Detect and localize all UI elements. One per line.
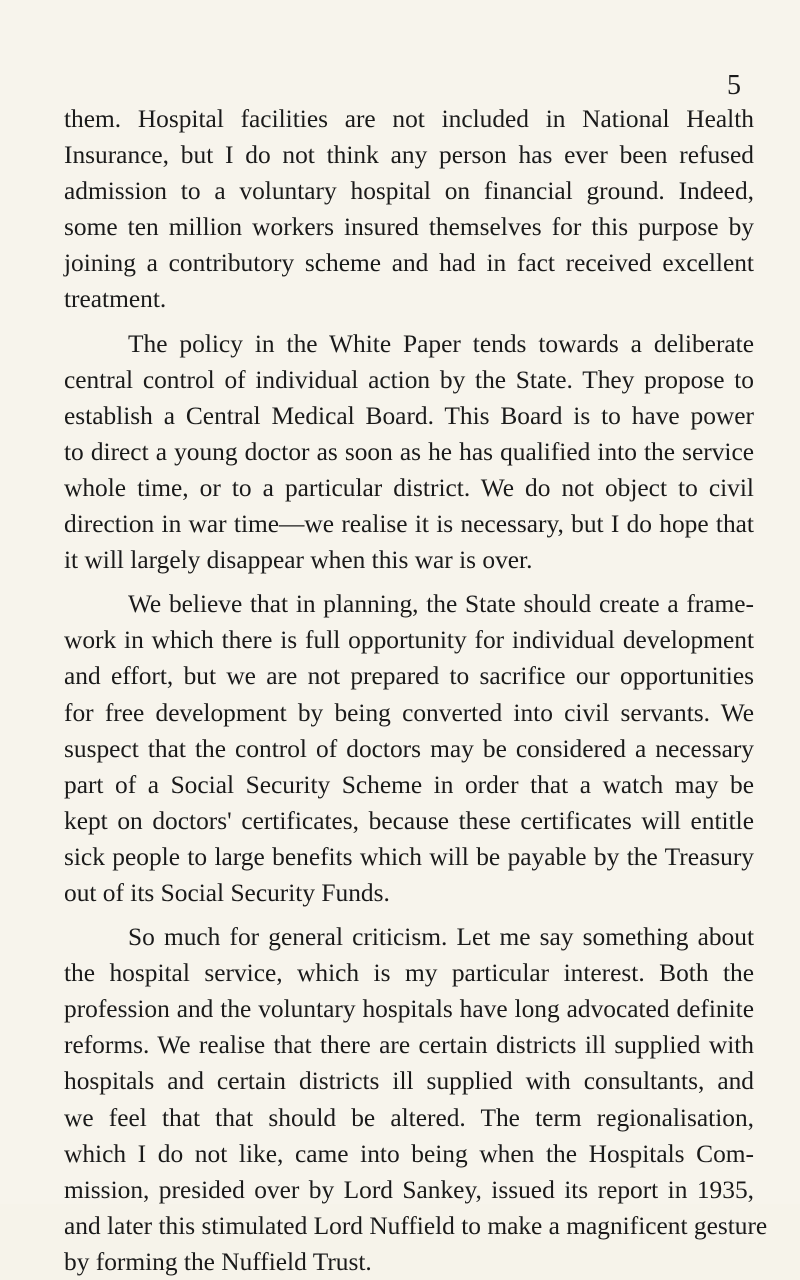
text-line: kept on doctors' certificates, because these certificates will entitle	[64, 806, 754, 835]
text-line: establish a Central Medical Board. This Board is to have power	[64, 401, 754, 430]
text-line: direction in war time—we realise it is necessary, but I do hope that	[64, 510, 754, 539]
text-line: admission to a voluntary hospital on financial ground. Indeed,	[64, 177, 754, 206]
paragraph	[64, 101, 754, 318]
text-line: hospitals and certain districts ill supplied with consultants, and	[64, 1067, 754, 1096]
text-line: Insurance, but I do not think any person has ever been refused	[64, 141, 754, 170]
text-line: which I do not like, came into being when the Hospitals Com-	[64, 1139, 754, 1168]
page-number: 5	[727, 70, 741, 101]
text-line: them. Hospital facilities are not included in National Health	[64, 105, 754, 133]
text-line: sick people to large benefits which will be payable by the Treasury	[64, 842, 754, 871]
text-line: suspect that the control of doctors may be considered a necessary	[64, 734, 754, 763]
paragraph-gap	[64, 911, 754, 919]
text-line: we feel that that should be altered. The term regionalisation,	[64, 1103, 754, 1132]
text-line: The policy in the White Paper tends towards a deliberate	[128, 329, 754, 358]
paragraph	[64, 586, 754, 911]
text-line: the hospital service, which is my particular interest. Both the	[64, 959, 754, 988]
text-line: for free development by being converted into civil servants. We	[64, 698, 754, 727]
paragraph	[64, 919, 768, 1280]
text-line: part of a Social Security Scheme in order that a watch may be	[64, 770, 754, 799]
text-line: some ten million workers insured themselves for this purpose by	[64, 213, 754, 242]
text-line: work in which there is full opportunity for individual development	[64, 626, 754, 655]
paragraph	[64, 326, 754, 579]
text-line: whole time, or to a particular district. We do not object to civil	[64, 473, 754, 502]
text-line: by forming the Nuffield Trust.	[64, 1247, 372, 1276]
text-line: treatment.	[64, 285, 167, 314]
text-line: and effort, but we are not prepared to sacrifice our opportunities	[64, 662, 754, 691]
paragraph-gap	[64, 318, 754, 326]
text-line: to direct a young doctor as soon as he has qualified into the service	[64, 437, 754, 466]
text-line: So much for general criticism. Let me say something about	[128, 923, 754, 952]
text-line: mission, presided over by Lord Sankey, issued its report in 1935,	[64, 1175, 754, 1204]
text-line: central control of individual action by the State. They propose to	[64, 365, 754, 394]
text-line: out of its Social Security Funds.	[64, 878, 390, 907]
text-line: reforms. We realise that there are certain districts ill supplied with	[64, 1031, 754, 1060]
body-text	[64, 101, 768, 1280]
paragraph-gap	[64, 578, 754, 586]
text-line: We believe that in planning, the State should create a frame-	[128, 590, 754, 619]
text-line: and later this stimulated Lord Nuffield to make a magnificent gesture	[64, 1211, 768, 1240]
text-line: joining a contributory scheme and had in fact received excellent	[64, 249, 754, 278]
text-line: profession and the voluntary hospitals have long advocated definite	[64, 995, 754, 1024]
text-line: it will largely disappear when this war is over.	[64, 546, 533, 575]
